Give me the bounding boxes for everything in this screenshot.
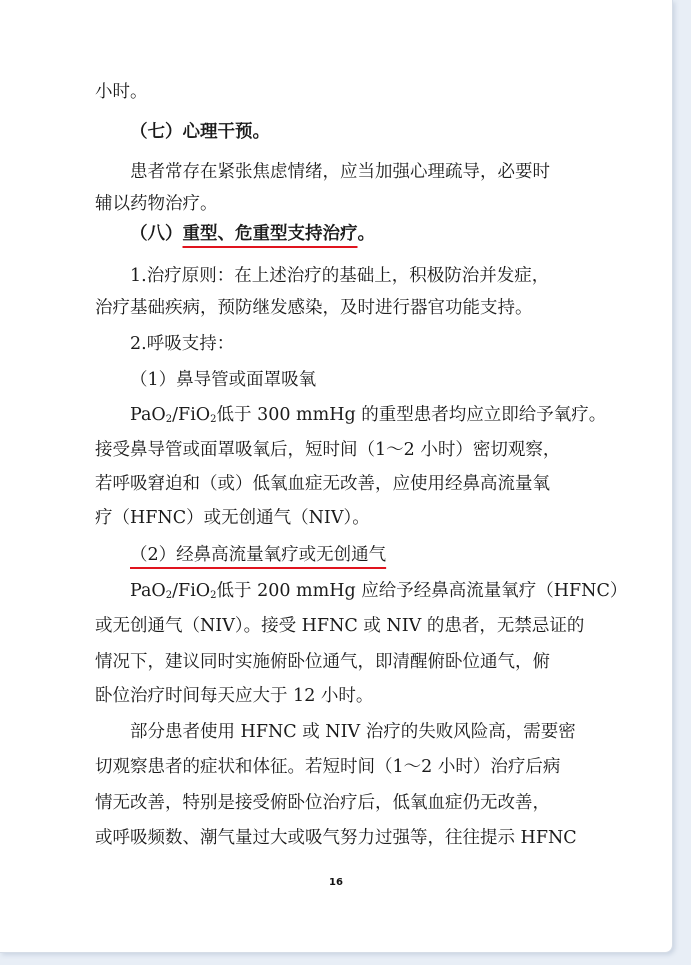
subsection-heading-1: （1）鼻导管或面罩吸氧 xyxy=(130,370,317,390)
paragraph-line: 切观察患者的症状和体征。若短时间（1～2 小时）治疗后病 xyxy=(95,757,561,777)
heading-suffix: 。 xyxy=(357,224,375,244)
paragraph-line: PaO$_2$/FiO$_2$低于 300 mmHg 的重型患者均应立即给予氧疗。 xyxy=(130,405,607,425)
formula-pao2: PaO$_2$/FiO$_2$ xyxy=(130,405,217,425)
section-heading-8 xyxy=(130,222,375,246)
paragraph-line: 患者常存在紧张焦虑情绪，应当加强心理疏导，必要时 xyxy=(130,162,550,182)
subsection-heading-2 xyxy=(130,543,386,567)
paragraph-line: 若呼吸窘迫和（或）低氧血症无改善，应使用经鼻高流量氧 xyxy=(95,474,550,494)
paragraph-line: 或无创通气（NIV）。接受 HFNC 或 NIV 的患者，无禁忌证的 xyxy=(95,616,585,636)
paragraph-line: 辅以药物治疗。 xyxy=(95,194,218,214)
paragraph-line: 1.治疗原则：在上述治疗的基础上，积极防治并发症， xyxy=(130,266,550,286)
section-heading-7: （七）心理干预。 xyxy=(130,122,270,142)
paragraph-line: 部分患者使用 HFNC 或 NIV 治疗的失败风险高，需要密 xyxy=(130,722,576,742)
paragraph-line: 情无改善，特别是接受俯卧位治疗后，低氧血症仍无改善， xyxy=(95,793,550,813)
highlighted-subsection-title: （2）经鼻高流量氧疗或无创通气 xyxy=(130,545,387,565)
paragraph-line: 治疗基础疾病，预防继发感染，及时进行器官功能支持。 xyxy=(95,298,533,318)
formula-pao2: PaO$_2$/FiO$_2$ xyxy=(130,581,217,601)
heading-prefix: （八） xyxy=(130,224,183,244)
paragraph-line: 小时。 xyxy=(95,82,148,102)
page-number: 16 xyxy=(329,877,343,888)
highlighted-heading-title: 重型、危重型支持治疗 xyxy=(182,224,358,244)
paragraph-line: 疗（HFNC）或无创通气（NIV）。 xyxy=(95,508,370,528)
paragraph-line: PaO$_2$/FiO$_2$低于 200 mmHg 应给予经鼻高流量氧疗（HFNC） xyxy=(130,581,628,601)
paragraph-line: 卧位治疗时间每天应大于 12 小时。 xyxy=(95,686,374,706)
paragraph-line: 或呼吸频数、潮气量过大或吸气努力过强等，往往提示 HFNC xyxy=(95,828,577,848)
paragraph-line: 2.呼吸支持： xyxy=(130,334,235,354)
paragraph-line: 接受鼻导管或面罩吸氧后，短时间（1～2 小时）密切观察， xyxy=(95,440,561,460)
paragraph-line: 情况下，建议同时实施俯卧位通气，即清醒俯卧位通气，俯 xyxy=(95,652,550,672)
